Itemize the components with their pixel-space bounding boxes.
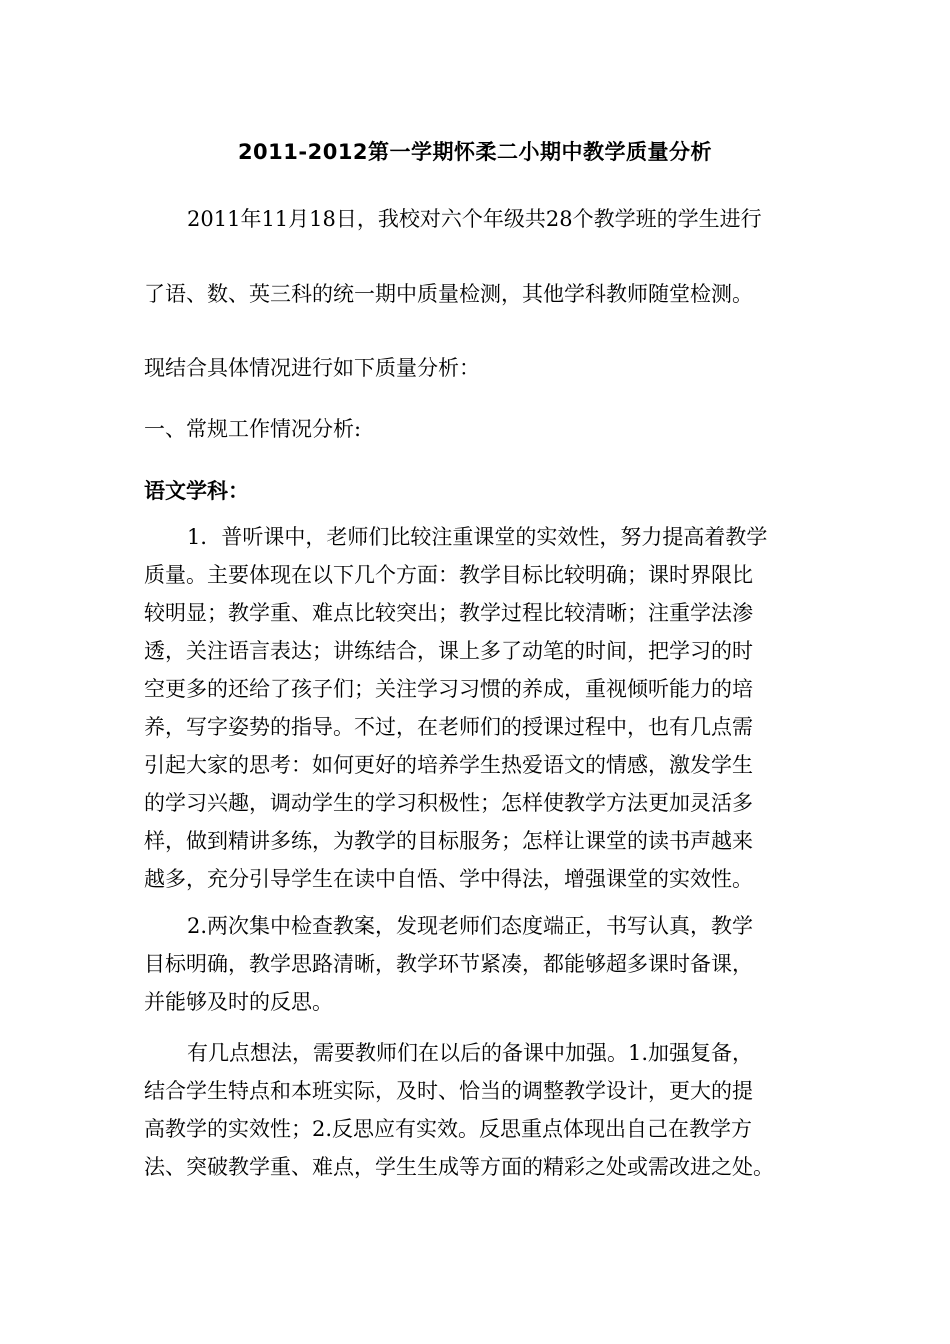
- subject-heading: 语文学科：: [144, 479, 249, 503]
- paragraph-3-line: 高教学的实效性；2.反思应有实效。反思重点体现出自己在教学方: [144, 1117, 753, 1141]
- paragraph-1-line: 1．普听课中，老师们比较注重课堂的实效性，努力提高着教学: [187, 525, 768, 549]
- paragraph-1: [144, 518, 809, 898]
- paragraph-1-line: 透，关注语言表达；讲练结合，课上多了动笔的时间，把学习的时: [144, 639, 753, 663]
- paragraph-2: [144, 907, 809, 1021]
- paragraph-1-line: 质量。主要体现在以下几个方面：教学目标比较明确；课时界限比: [144, 563, 753, 587]
- paragraph-3-line: 结合学生特点和本班实际，及时、恰当的调整教学设计，更大的提: [144, 1079, 753, 1103]
- paragraph-1-line: 引起大家的思考：如何更好的培养学生热爱语文的情感，激发学生: [144, 753, 753, 777]
- paragraph-1-line: 的学习兴趣，调动学生的学习积极性；怎样使教学方法更加灵活多: [144, 791, 753, 815]
- paragraph-1-line: 样，做到精讲多练，为教学的目标服务；怎样让课堂的读书声越来: [144, 829, 753, 853]
- paragraph-3-line: 法、突破教学重、难点，学生生成等方面的精彩之处或需改进之处。: [144, 1155, 774, 1179]
- intro-line-1: 2011年11月18日，我校对六个年级共28个教学班的学生进行: [187, 207, 762, 231]
- paragraph-2-line: 2.两次集中检查教案，发现老师们态度端正，书写认真，教学: [187, 914, 754, 938]
- intro-line-2: 了语、数、英三科的统一期中质量检测，其他学科教师随堂检测。: [144, 282, 753, 306]
- paragraph-1-line: 越多，充分引导学生在读中自悟、学中得法，增强课堂的实效性。: [144, 867, 753, 891]
- paragraph-3: [144, 1034, 809, 1186]
- paragraph-2-line: 目标明确，教学思路清晰，教学环节紧凑，都能够超多课时备课，: [144, 952, 753, 976]
- paragraph-2-line: 并能够及时的反思。: [144, 990, 333, 1014]
- document-title: 2011-2012第一学期怀柔二小期中教学质量分析: [237, 140, 713, 164]
- paragraph-1-line: 养，写字姿势的指导。不过，在老师们的授课过程中，也有几点需: [144, 715, 753, 739]
- intro-line-3: 现结合具体情况进行如下质量分析：: [144, 356, 480, 380]
- paragraph-1-line: 空更多的还给了孩子们；关注学习习惯的养成，重视倾听能力的培: [144, 677, 753, 701]
- section1-heading: 一、常规工作情况分析:: [144, 417, 362, 441]
- paragraph-3-line: 有几点想法，需要教师们在以后的备课中加强。1.加强复备，: [187, 1041, 754, 1065]
- paragraph-1-line: 较明显；教学重、难点比较突出；教学过程比较清晰；注重学法渗: [144, 601, 753, 625]
